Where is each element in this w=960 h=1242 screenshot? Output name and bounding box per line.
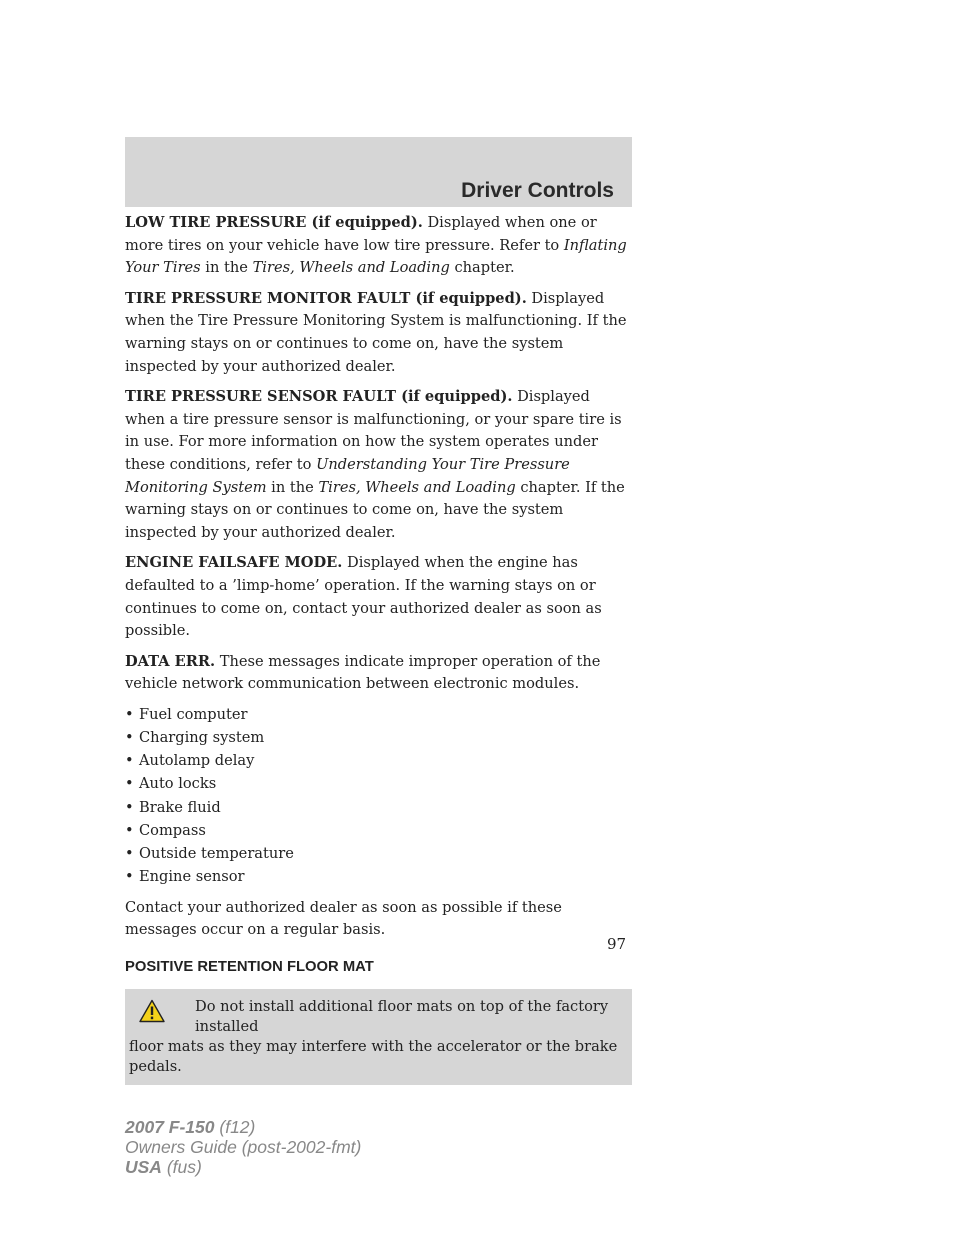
footer-line: Owners Guide (post-2002-fmt) [125,1137,362,1157]
bullet-icon: • [125,798,134,816]
body-text: in the [266,478,319,496]
section-header-band [125,137,632,207]
bullet-icon: • [125,845,134,862]
warning-triangle-icon [139,999,165,1023]
body-text: Displayed when a tire pressure sensor is malfunctioning, or your spare tire is in use. For more information on how the system operates under these conditions, refer to [125,388,622,473]
list-item [125,773,632,796]
heading-sensor-fault: TIRE PRESSURE SENSOR FAULT (if equipped). [125,388,513,406]
section-title: Driver Controls [461,179,614,202]
footer-code: (fus) [161,1157,202,1177]
bullet-icon: • [125,868,134,886]
list-item [125,750,632,773]
list-item [125,866,632,889]
warning-text [129,997,622,1077]
heading-data-err: DATA ERR. [125,652,216,670]
bullet-icon: • [125,752,134,770]
list-item-label: Fuel computer [139,705,248,723]
heading-low-tire-pressure: LOW TIRE PRESSURE (if equipped). [125,214,423,231]
footer-code: (f12) [214,1117,256,1137]
page-content [125,212,632,1085]
list-item [125,797,632,820]
body-text: chapter. If the warning stays on or continues to come on, have the system inspected by your authorized dealer. [125,478,625,541]
footer-market: USA [125,1157,162,1177]
cross-reference: Tires, Wheels and Loading [318,478,516,496]
footer-line [125,1157,361,1177]
heading-floor-mat: POSITIVE RETENTION FLOOR MAT [125,958,374,975]
body-text: Displayed when the engine has defaulted to a ’limp-home’ operation. If the warning stays on or continues to come on, contact your authorized dealer as soon as possible. [125,554,602,640]
list-item-label: Engine sensor [139,868,245,886]
list-item-label: Compass [139,821,206,839]
cross-reference: Inflating Your Tires [125,236,627,277]
list-item [125,843,632,866]
list-item-label: Charging system [139,729,265,747]
body-text: Displayed when the Tire Pressure Monitoring System is malfunctioning. If the warning stays on or continues to come on, have the system inspected by your authorized dealer. [125,289,627,375]
bullet-icon: • [125,705,134,723]
bullet-icon: • [125,729,134,747]
cross-reference: Understanding Your Tire Pressure Monitoring System [125,455,570,496]
list-item [125,727,632,750]
body-text: in the [200,259,253,277]
body-text: chapter. [449,259,515,277]
heading-engine-failsafe: ENGINE FAILSAFE MODE. [125,554,343,572]
paragraph-contact-dealer: Contact your authorized dealer as soon as possible if these messages occur on a regular basis. [125,898,562,939]
footer-model: 2007 F-150 [125,1117,215,1137]
warning-box [125,989,632,1085]
list-item-label: Brake fluid [139,798,221,816]
bullet-icon: • [125,775,134,793]
page-number: 97 [607,935,627,953]
data-err-message-list [125,704,632,889]
list-item-label: Outside temperature [139,845,294,862]
footer-line [125,1117,361,1137]
warning-text-line: floor mats as they may interfere with the accelerator or the brake pedals. [129,1037,618,1075]
list-item-label: Autolamp delay [139,752,255,770]
list-item [125,820,632,843]
heading-tpms-fault: TIRE PRESSURE MONITOR FAULT (if equipped). [125,289,527,307]
list-item-label: Auto locks [139,775,217,793]
cross-reference: Tires, Wheels and Loading [252,259,450,277]
paragraph-engine-failsafe [125,552,632,642]
paragraph-sensor-fault [125,386,632,544]
document-footer [125,1117,361,1177]
warning-text-line: Do not install additional floor mats on top of the factory installed [195,997,609,1035]
paragraph-tpms-fault [125,288,632,378]
body-text: Displayed when one or more tires on your vehicle have low tire pressure. Refer to [125,214,597,254]
bullet-icon: • [125,821,134,839]
paragraph-low-tire-pressure [125,212,632,280]
body-text: These messages indicate improper operation of the vehicle network communication between electronic modules. [125,652,601,693]
list-item [125,704,632,727]
paragraph-data-err [125,651,632,696]
